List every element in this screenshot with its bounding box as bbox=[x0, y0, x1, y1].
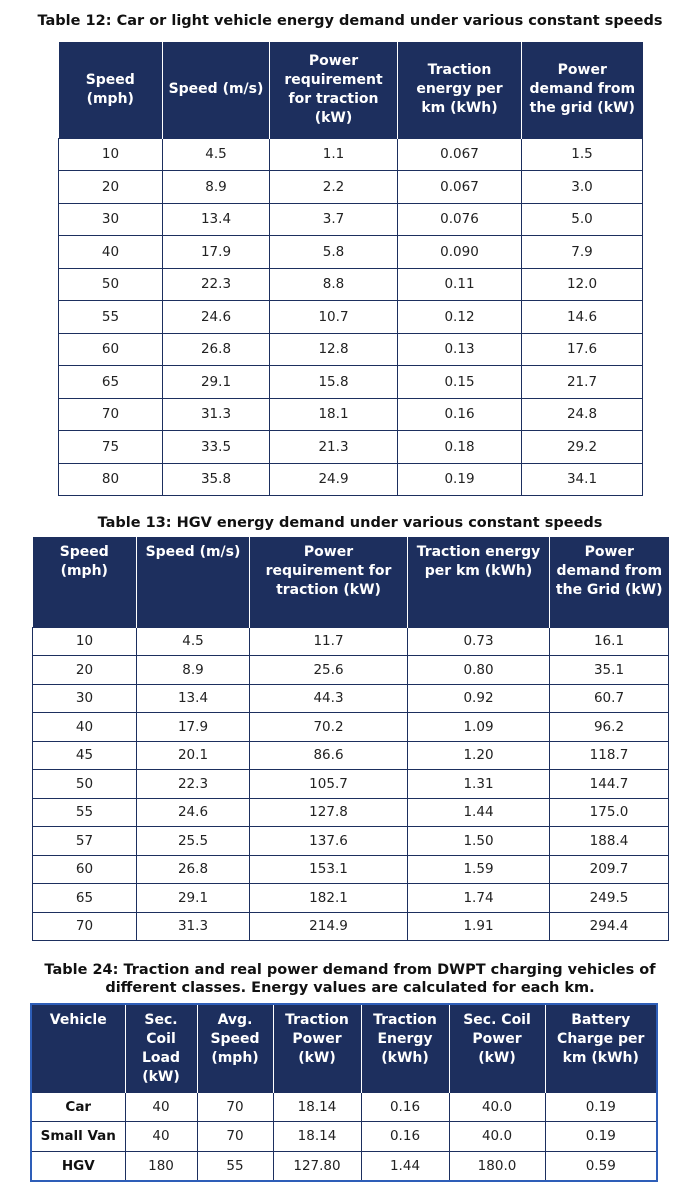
table12-header-speed-mph: Speed (mph) bbox=[59, 42, 163, 138]
table-cell: 29.2 bbox=[522, 431, 643, 464]
table-row bbox=[31, 1092, 657, 1122]
table-cell: 50 bbox=[59, 268, 163, 301]
table-cell: 1.44 bbox=[408, 798, 550, 827]
table-cell: 60.7 bbox=[550, 684, 669, 713]
table24-header-coil-power: Sec. Coil Power (kW) bbox=[449, 1004, 545, 1092]
table-cell: 30 bbox=[33, 684, 137, 713]
table-cell: 175.0 bbox=[550, 798, 669, 827]
table-cell: 22.3 bbox=[163, 268, 270, 301]
table24-header-traction-power: Traction Power (kW) bbox=[273, 1004, 361, 1092]
table-cell: 10 bbox=[33, 627, 137, 656]
table-cell: 21.7 bbox=[522, 366, 643, 399]
table-cell: 35.8 bbox=[163, 463, 270, 496]
table24-caption-line2: different classes. Energy values are calculated for each km. bbox=[105, 980, 595, 996]
table-cell: 40 bbox=[125, 1092, 197, 1122]
table-cell: 294.4 bbox=[550, 912, 669, 941]
table24-header-battery-charge: Battery Charge per km (kWh) bbox=[545, 1004, 657, 1092]
table12-header-row bbox=[59, 42, 643, 138]
table-cell: 15.8 bbox=[270, 366, 398, 399]
table-cell: 25.5 bbox=[137, 827, 250, 856]
table-cell: 70 bbox=[197, 1092, 273, 1122]
table-cell: 13.4 bbox=[163, 203, 270, 236]
table-cell: 55 bbox=[197, 1151, 273, 1181]
table-cell: 5.8 bbox=[270, 236, 398, 269]
table-cell: 0.11 bbox=[398, 268, 522, 301]
table-cell: 1.50 bbox=[408, 827, 550, 856]
table-cell: 16.1 bbox=[550, 627, 669, 656]
table-cell: 70 bbox=[33, 912, 137, 941]
vehicle-name-cell: HGV bbox=[31, 1151, 125, 1181]
table-row bbox=[33, 855, 669, 884]
table-cell: 24.6 bbox=[137, 798, 250, 827]
table-cell: 10.7 bbox=[270, 301, 398, 334]
table-cell: 0.19 bbox=[545, 1092, 657, 1122]
table-cell: 14.6 bbox=[522, 301, 643, 334]
table-row bbox=[33, 770, 669, 799]
table12-header-speed-ms: Speed (m/s) bbox=[163, 42, 270, 138]
table-cell: 30 bbox=[59, 203, 163, 236]
table-cell: 127.8 bbox=[250, 798, 408, 827]
table-row bbox=[59, 236, 643, 269]
table-row bbox=[59, 366, 643, 399]
table-cell: 60 bbox=[33, 855, 137, 884]
table-row bbox=[59, 431, 643, 464]
table-cell: 20.1 bbox=[137, 741, 250, 770]
table-cell: 1.09 bbox=[408, 713, 550, 742]
table-row bbox=[59, 333, 643, 366]
table-row bbox=[33, 798, 669, 827]
table-cell: 35.1 bbox=[550, 656, 669, 685]
table-cell: 24.9 bbox=[270, 463, 398, 496]
table-cell: 70 bbox=[59, 398, 163, 431]
table24-header-coil-load: Sec. Coil Load (kW) bbox=[125, 1004, 197, 1092]
table-cell: 29.1 bbox=[163, 366, 270, 399]
table12-header-traction-power: Power requirement for traction (kW) bbox=[270, 42, 398, 138]
table-cell: 0.92 bbox=[408, 684, 550, 713]
table-cell: 0.16 bbox=[361, 1122, 449, 1152]
table-cell: 26.8 bbox=[137, 855, 250, 884]
table-cell: 34.1 bbox=[522, 463, 643, 496]
table-cell: 209.7 bbox=[550, 855, 669, 884]
table-cell: 8.9 bbox=[137, 656, 250, 685]
table-cell: 40 bbox=[59, 236, 163, 269]
table-cell: 0.16 bbox=[361, 1092, 449, 1122]
table-cell: 249.5 bbox=[550, 884, 669, 913]
table-cell: 105.7 bbox=[250, 770, 408, 799]
table-cell: 118.7 bbox=[550, 741, 669, 770]
table-row bbox=[33, 684, 669, 713]
table-row bbox=[33, 656, 669, 685]
table24-caption bbox=[0, 961, 700, 997]
table-cell: 80 bbox=[59, 463, 163, 496]
table-row bbox=[33, 741, 669, 770]
table24-header-vehicle: Vehicle bbox=[31, 1004, 125, 1092]
table-cell: 55 bbox=[59, 301, 163, 334]
table24-header-traction-energy: Traction Energy (kWh) bbox=[361, 1004, 449, 1092]
table-cell: 17.9 bbox=[163, 236, 270, 269]
table-cell: 22.3 bbox=[137, 770, 250, 799]
table-cell: 60 bbox=[59, 333, 163, 366]
table-cell: 55 bbox=[33, 798, 137, 827]
table-cell: 0.80 bbox=[408, 656, 550, 685]
table-cell: 25.6 bbox=[250, 656, 408, 685]
table-row bbox=[33, 884, 669, 913]
table-cell: 1.74 bbox=[408, 884, 550, 913]
table12-caption: Table 12: Car or light vehicle energy demand under various constant speeds bbox=[37, 13, 663, 29]
table-cell: 4.5 bbox=[137, 627, 250, 656]
table-cell: 50 bbox=[33, 770, 137, 799]
table-cell: 1.59 bbox=[408, 855, 550, 884]
table-cell: 57 bbox=[33, 827, 137, 856]
table-cell: 17.9 bbox=[137, 713, 250, 742]
table-cell: 20 bbox=[59, 171, 163, 204]
table-cell: 40 bbox=[125, 1122, 197, 1152]
table-cell: 3.0 bbox=[522, 171, 643, 204]
table-cell: 11.7 bbox=[250, 627, 408, 656]
table-cell: 18.1 bbox=[270, 398, 398, 431]
table-cell: 96.2 bbox=[550, 713, 669, 742]
table24-caption-line1: Table 24: Traction and real power demand from DWPT charging vehicles of bbox=[44, 962, 656, 978]
table-cell: 18.14 bbox=[273, 1092, 361, 1122]
table-cell: 137.6 bbox=[250, 827, 408, 856]
table-cell: 33.5 bbox=[163, 431, 270, 464]
table12 bbox=[58, 42, 643, 496]
table-cell: 1.31 bbox=[408, 770, 550, 799]
table-cell: 75 bbox=[59, 431, 163, 464]
table-cell: 0.090 bbox=[398, 236, 522, 269]
table12-header-traction-energy: Traction energy per km (kWh) bbox=[398, 42, 522, 138]
vehicle-name-cell: Car bbox=[31, 1092, 125, 1122]
table-row bbox=[59, 138, 643, 171]
table-cell: 180.0 bbox=[449, 1151, 545, 1181]
table13-caption: Table 13: HGV energy demand under various constant speeds bbox=[97, 515, 603, 531]
table-cell: 1.91 bbox=[408, 912, 550, 941]
table-row bbox=[33, 912, 669, 941]
table13-header-traction-energy: Traction energy per km (kWh) bbox=[408, 537, 550, 627]
table-cell: 70 bbox=[197, 1122, 273, 1152]
table-cell: 0.73 bbox=[408, 627, 550, 656]
table-cell: 127.80 bbox=[273, 1151, 361, 1181]
table-cell: 17.6 bbox=[522, 333, 643, 366]
table-cell: 10 bbox=[59, 138, 163, 171]
table-row bbox=[59, 398, 643, 431]
table-cell: 5.0 bbox=[522, 203, 643, 236]
table-cell: 153.1 bbox=[250, 855, 408, 884]
table-cell: 21.3 bbox=[270, 431, 398, 464]
table-cell: 31.3 bbox=[163, 398, 270, 431]
table-cell: 86.6 bbox=[250, 741, 408, 770]
table-cell: 65 bbox=[33, 884, 137, 913]
table13-header-speed-mph: Speed (mph) bbox=[33, 537, 137, 627]
table13-header-speed-ms: Speed (m/s) bbox=[137, 537, 250, 627]
table24 bbox=[30, 1003, 658, 1182]
table-row bbox=[33, 827, 669, 856]
table-row bbox=[31, 1122, 657, 1152]
table24-header-avg-speed: Avg. Speed (mph) bbox=[197, 1004, 273, 1092]
table-cell: 144.7 bbox=[550, 770, 669, 799]
table-cell: 40 bbox=[33, 713, 137, 742]
table-cell: 182.1 bbox=[250, 884, 408, 913]
table-cell: 65 bbox=[59, 366, 163, 399]
table-cell: 0.18 bbox=[398, 431, 522, 464]
table-cell: 26.8 bbox=[163, 333, 270, 366]
table-cell: 0.067 bbox=[398, 138, 522, 171]
table13-header-row bbox=[33, 537, 669, 627]
table-cell: 24.8 bbox=[522, 398, 643, 431]
table-cell: 40.0 bbox=[449, 1122, 545, 1152]
vehicle-name-cell: Small Van bbox=[31, 1122, 125, 1152]
table-cell: 20 bbox=[33, 656, 137, 685]
table-cell: 40.0 bbox=[449, 1092, 545, 1122]
table-cell: 18.14 bbox=[273, 1122, 361, 1152]
table-cell: 12.0 bbox=[522, 268, 643, 301]
table-cell: 0.067 bbox=[398, 171, 522, 204]
table12-header-grid-power: Power demand from the grid (kW) bbox=[522, 42, 643, 138]
table-row bbox=[59, 301, 643, 334]
table-cell: 214.9 bbox=[250, 912, 408, 941]
table13-header-grid-power: Power demand from the Grid (kW) bbox=[550, 537, 669, 627]
table-row bbox=[31, 1151, 657, 1181]
table-cell: 0.15 bbox=[398, 366, 522, 399]
table-cell: 180 bbox=[125, 1151, 197, 1181]
table-cell: 0.16 bbox=[398, 398, 522, 431]
table-cell: 7.9 bbox=[522, 236, 643, 269]
table-cell: 1.20 bbox=[408, 741, 550, 770]
table-cell: 0.59 bbox=[545, 1151, 657, 1181]
table-cell: 31.3 bbox=[137, 912, 250, 941]
table-cell: 44.3 bbox=[250, 684, 408, 713]
table13 bbox=[32, 537, 669, 941]
table-cell: 0.076 bbox=[398, 203, 522, 236]
table-cell: 29.1 bbox=[137, 884, 250, 913]
table-cell: 0.12 bbox=[398, 301, 522, 334]
table13-header-traction-power: Power requirement for traction (kW) bbox=[250, 537, 408, 627]
table-cell: 70.2 bbox=[250, 713, 408, 742]
table-cell: 13.4 bbox=[137, 684, 250, 713]
table-cell: 4.5 bbox=[163, 138, 270, 171]
table-cell: 24.6 bbox=[163, 301, 270, 334]
table-cell: 1.44 bbox=[361, 1151, 449, 1181]
table-cell: 12.8 bbox=[270, 333, 398, 366]
table-row bbox=[59, 171, 643, 204]
table-row bbox=[33, 627, 669, 656]
table-cell: 8.9 bbox=[163, 171, 270, 204]
table-row bbox=[33, 713, 669, 742]
table-cell: 0.19 bbox=[545, 1122, 657, 1152]
table-cell: 45 bbox=[33, 741, 137, 770]
table-cell: 1.5 bbox=[522, 138, 643, 171]
table-cell: 0.19 bbox=[398, 463, 522, 496]
table-cell: 8.8 bbox=[270, 268, 398, 301]
table-row bbox=[59, 268, 643, 301]
table-row bbox=[59, 203, 643, 236]
table-cell: 0.13 bbox=[398, 333, 522, 366]
table-cell: 2.2 bbox=[270, 171, 398, 204]
table-row bbox=[59, 463, 643, 496]
table-cell: 188.4 bbox=[550, 827, 669, 856]
table24-header-row bbox=[31, 1004, 657, 1092]
table-cell: 3.7 bbox=[270, 203, 398, 236]
table-cell: 1.1 bbox=[270, 138, 398, 171]
